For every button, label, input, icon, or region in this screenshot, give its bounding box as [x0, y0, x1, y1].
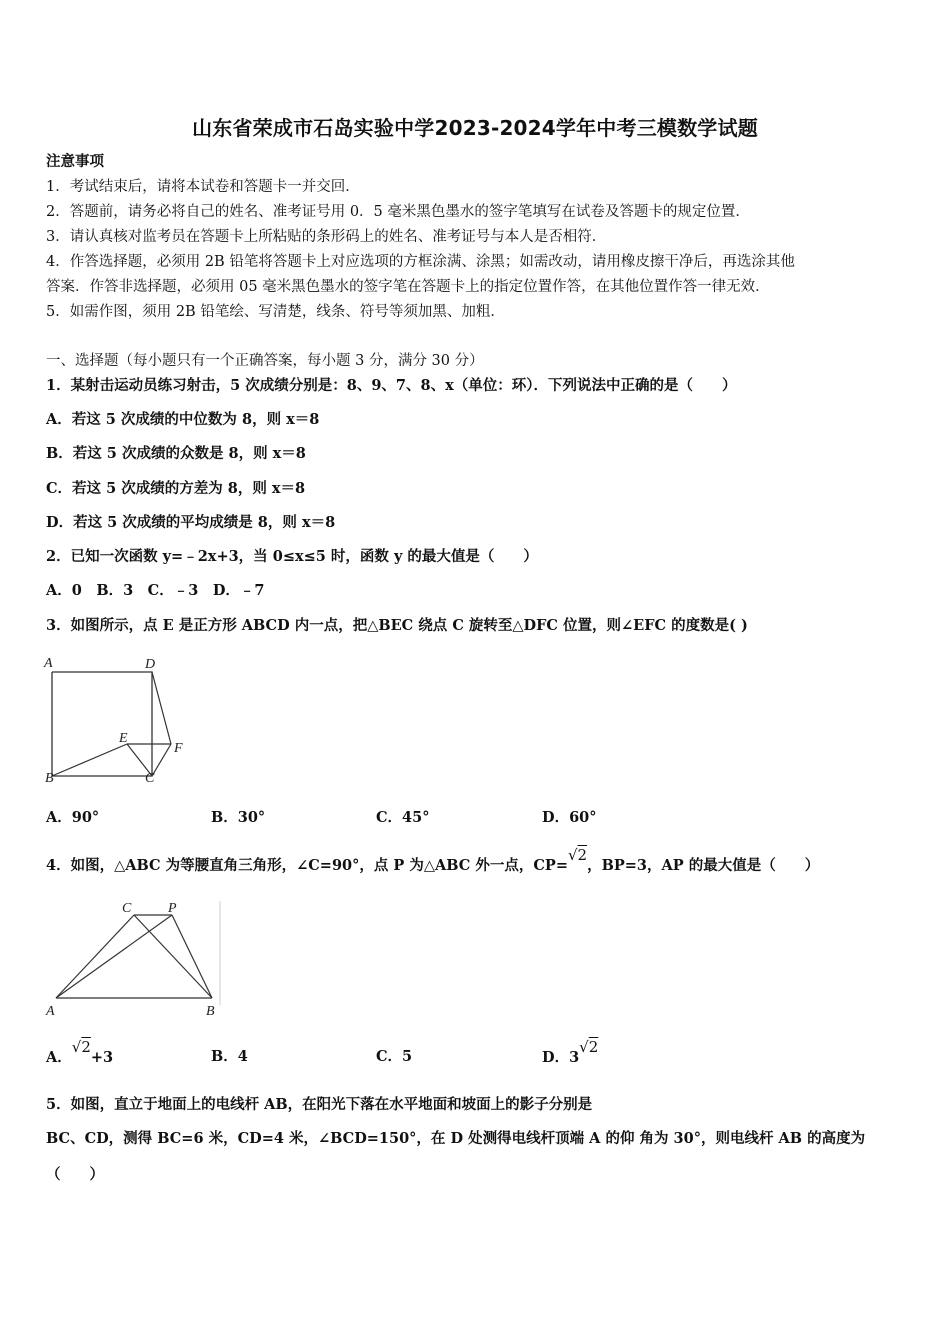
label-b: B: [45, 771, 54, 786]
sqrt-icon: √2: [71, 1038, 91, 1056]
q4-triangle-figure: [40, 895, 225, 1020]
q4-stem: [46, 846, 820, 876]
label-p: P: [168, 901, 177, 916]
notice-item: 3．请认真核对监考员在答题卡上所粘贴的条形码上的姓名、准考证号与本人是否相符．: [46, 229, 607, 245]
sqrt-icon: √2: [567, 846, 588, 864]
notice-item: 答案．作答非选择题，必须用 05 毫米黑色墨水的签字笔在答题卡上的指定位置作答，在其他位置作答一律无效．: [46, 279, 770, 295]
notice-item: 2．答题前，请务必将自己的姓名、准考证号用 0．5 毫米黑色墨水的签字笔填写在试卷及答题卡的规定位置．: [46, 204, 750, 220]
label-d: D: [145, 657, 156, 672]
label-a: A: [46, 1004, 55, 1019]
q4-option-b: B．4: [211, 1048, 248, 1065]
label-c: C: [145, 771, 155, 786]
notice-item: 1．考试结束后，请将本试卷和答题卡一并交回．: [46, 179, 360, 195]
notice-item: 4．作答选择题，必须用 2B 铅笔将答题卡上对应选项的方框涂满、涂黑；如需改动，请用橡皮擦干净后，再选涂其他: [46, 254, 795, 270]
q3-option-a: A．90°: [46, 809, 100, 826]
label-e: E: [119, 731, 128, 746]
q3-option-c: C．45°: [376, 809, 430, 826]
label-f: F: [174, 741, 183, 756]
q1-stem: 1．某射击运动员练习射击，5 次成绩分别是：8、9、7、8、x（单位：环）．下列说法中正确的是（ ）: [46, 377, 737, 394]
q4-option-a: A．√2+3: [46, 1038, 114, 1066]
q1-option-b: B．若这 5 次成绩的众数是 8，则 x＝8: [46, 445, 306, 462]
q3-square-figure: [40, 652, 200, 787]
q2-stem: 2．已知一次函数 y=﹣2x+3，当 0≤x≤5 时，函数 y 的最大值是（ ）: [46, 548, 538, 565]
q5-answer-bracket: （ ）: [46, 1166, 104, 1183]
q1-option-c: C．若这 5 次成绩的方差为 8，则 x＝8: [46, 480, 306, 497]
q5-line-2: BC、CD，测得 BC=6 米，CD=4 米，∠BCD=150°，在 D 处测得电线杆顶端 A 的仰 角为 30°，则电线杆 AB 的高度为: [46, 1130, 866, 1147]
q4-stem-post: ，BP=3，AP 的最大值是（ ）: [587, 857, 820, 874]
q2-options: A．0 B．3 C．﹣3 D．﹣7: [46, 582, 265, 599]
label-a: A: [44, 656, 53, 671]
q1-option-a: A．若这 5 次成绩的中位数为 8，则 x＝8: [46, 411, 320, 428]
q4-stem-pre: 4．如图，△ABC 为等腰直角三角形，∠C=90°，点 P 为△ABC 外一点，CP=: [46, 857, 568, 874]
q1-option-d: D．若这 5 次成绩的平均成绩是 8，则 x＝8: [46, 514, 336, 531]
q3-stem: 3．如图所示，点 E 是正方形 ABCD 内一点，把△BEC 绕点 C 旋转至△DFC 位置，则∠EFC 的度数是( ): [46, 617, 748, 634]
label-c: C: [122, 901, 132, 916]
notice-heading: 注意事项: [46, 153, 104, 170]
notice-item: 5．如需作图，须用 2B 铅笔绘、写清楚，线条、符号等须加黑、加粗．: [46, 304, 505, 320]
q3-option-d: D．60°: [542, 809, 597, 826]
label-b: B: [206, 1004, 215, 1019]
q5-line-1: 5．如图，直立于地面上的电线杆 AB，在阳光下落在水平地面和坡面上的影子分别是: [46, 1096, 593, 1113]
q4-option-c: C．5: [376, 1048, 413, 1065]
q3-option-b: B．30°: [211, 809, 266, 826]
q4-option-d: D．3√2: [542, 1038, 599, 1066]
sqrt-icon: √2: [579, 1038, 599, 1056]
page-title: 山东省荣成市石岛实验中学2023-2024学年中考三模数学试题: [192, 116, 758, 140]
section-heading: 一、选择题（每小题只有一个正确答案，每小题 3 分，满分 30 分）: [46, 353, 484, 369]
